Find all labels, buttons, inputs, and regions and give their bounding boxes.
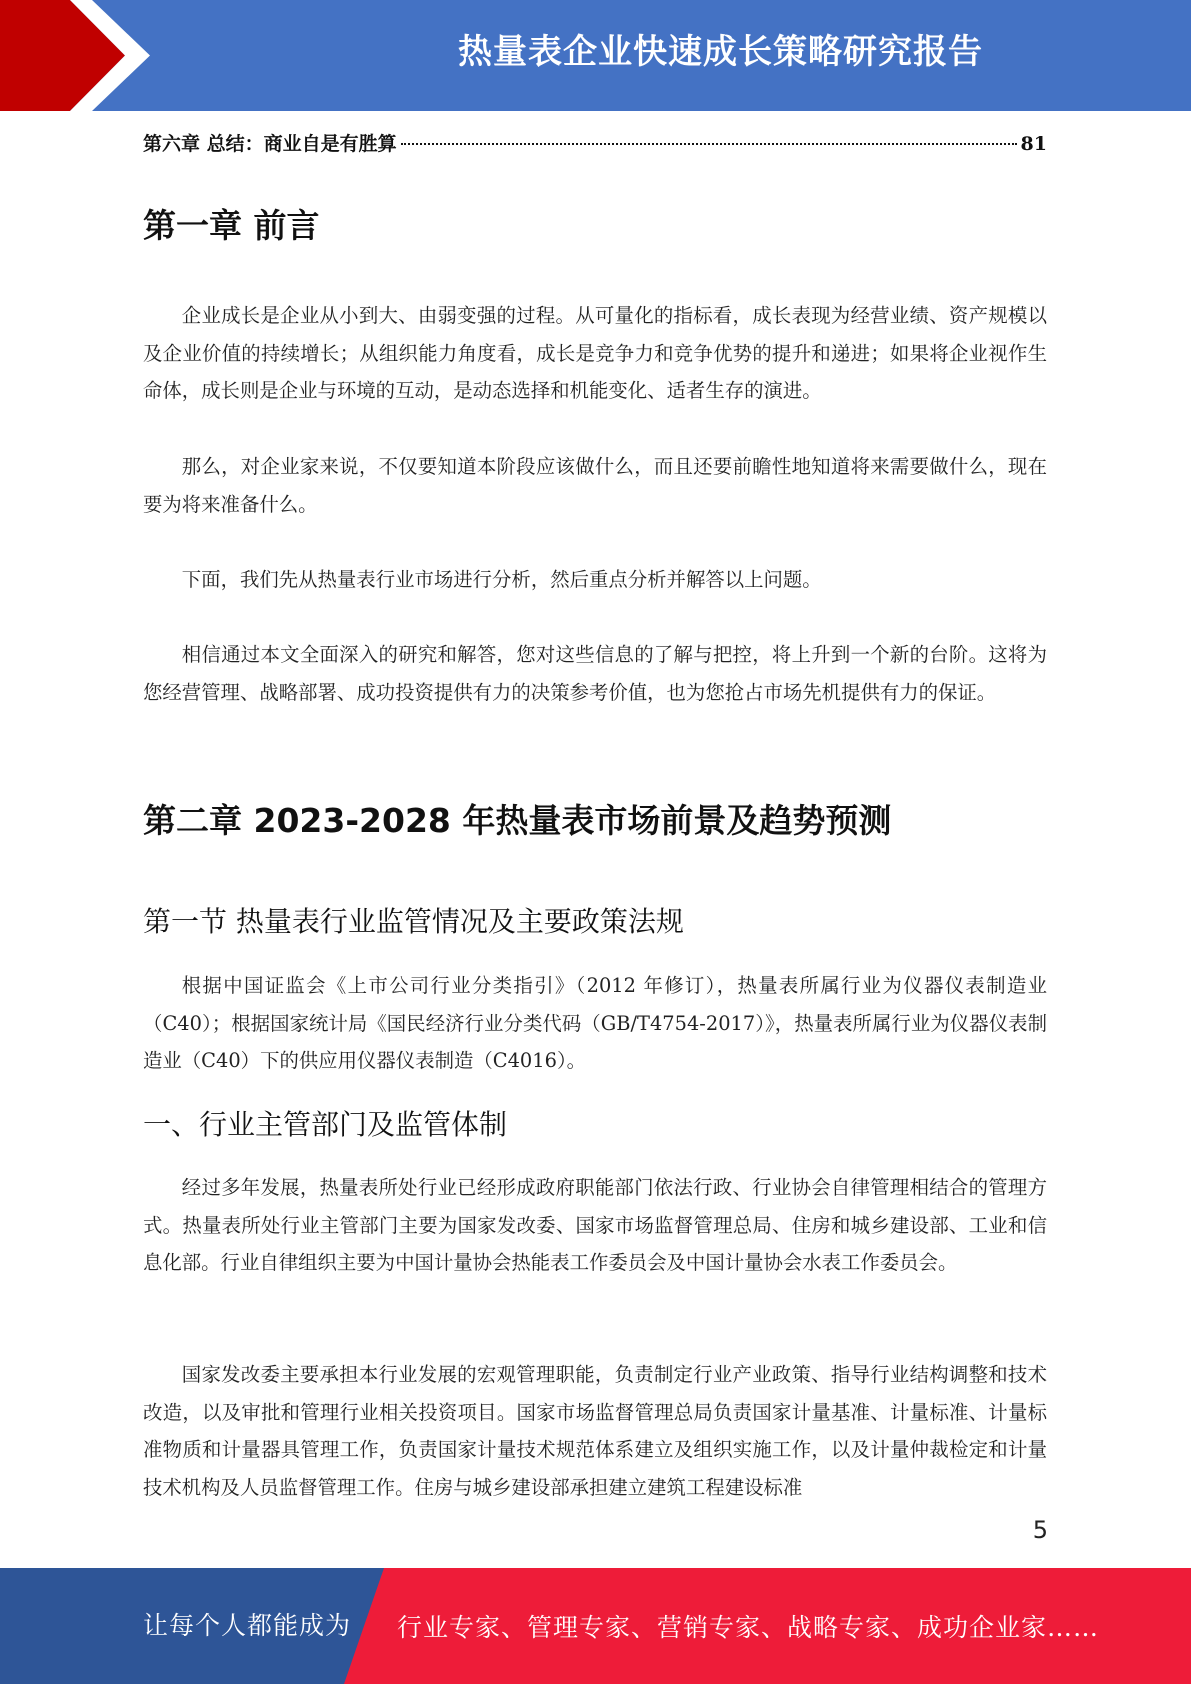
footer-slogan-left: 让每个人都能成为 bbox=[143, 1611, 352, 1640]
chapter-1-paragraph-1: 企业成长是企业从小到大、由弱变强的过程。从可量化的指标看，成长表现为经营业绩、资产规模以及企业价值的持续增长；从组织能力角度看，成长是竞争力和竞争优势的提升和递进；如果将企业视作生命体，成长则是企业与环境的互动，是动态选择和机能变化、适者生存的演进。 bbox=[143, 304, 1047, 402]
footer-slogan-right: 行业专家、管理专家、营销专家、战略专家、成功企业家…… bbox=[397, 1613, 1100, 1642]
chapter-1-paragraph-4: 相信通过本文全面深入的研究和解答，您对这些信息的了解与把控，将上升到一个新的台阶。这将为您经营管理、战略部署、成功投资提供有力的决策参考价值，也为您抢占市场先机提供有力的保证。 bbox=[143, 643, 1047, 704]
page-number: 5 bbox=[1032, 1516, 1048, 1544]
chapter-1-heading: 第一章 前言 bbox=[143, 206, 320, 245]
chapter-1-paragraph-3: 下面，我们先从热量表行业市场进行分析，然后重点分析并解答以上问题。 bbox=[181, 568, 822, 591]
toc-entry-page: 81 bbox=[1020, 133, 1047, 155]
toc-entry-label: 第六章 总结：商业自是有胜算 bbox=[143, 133, 397, 155]
report-title: 热量表企业快速成长策略研究报告 bbox=[458, 32, 983, 72]
page-header bbox=[0, 0, 1191, 111]
toc-leader-dots bbox=[401, 143, 1017, 145]
section-1-paragraph: 根据中国证监会《上市公司行业分类指引》（2012 年修订），热量表所属行业为仪器仪表制造业（C40）；根据国家统计局《国民经济行业分类代码（GB/T4754-2017）》，热量表所属行业为仪器仪表制造业（C40）下的供应用仪器仪表制造（C4016）。 bbox=[143, 974, 1047, 1072]
chapter-1-paragraph-2: 那么，对企业家来说，不仅要知道本阶段应该做什么，而且还要前瞻性地知道将来需要做什么，现在要为将来准备什么。 bbox=[143, 455, 1047, 516]
chapter-2-heading: 第二章 2023-2028 年热量表市场前景及趋势预测 bbox=[143, 801, 892, 840]
subsection-1-paragraph-1: 经过多年发展，热量表所处行业已经形成政府职能部门依法行政、行业协会自律管理相结合的管理方式。热量表所处行业主管部门主要为国家发改委、国家市场监督管理总局、住房和城乡建设部、工业和信息化部。行业自律组织主要为中国计量协会热能表工作委员会及中国计量协会水表工作委员会。 bbox=[143, 1176, 1047, 1274]
subsection-1-heading: 一、行业主管部门及监管体制 bbox=[143, 1108, 508, 1141]
section-1-heading: 第一节 热量表行业监管情况及主要政策法规 bbox=[143, 905, 684, 938]
header-arrow-decoration bbox=[0, 0, 160, 111]
toc-entry[interactable] bbox=[143, 129, 1047, 159]
subsection-1-paragraph-2: 国家发改委主要承担本行业发展的宏观管理职能，负责制定行业产业政策、指导行业结构调整和技术改造，以及审批和管理行业相关投资项目。国家市场监督管理总局负责国家计量基准、计量标准、计量标准物质和计量器具管理工作，负责国家计量技术规范体系建立及组织实施工作，以及计量仲裁检定和计量技术机构及人员监督管理工作。住房与城乡建设部承担建立建筑工程建设标准 bbox=[143, 1363, 1047, 1499]
page-footer bbox=[0, 1568, 1191, 1684]
